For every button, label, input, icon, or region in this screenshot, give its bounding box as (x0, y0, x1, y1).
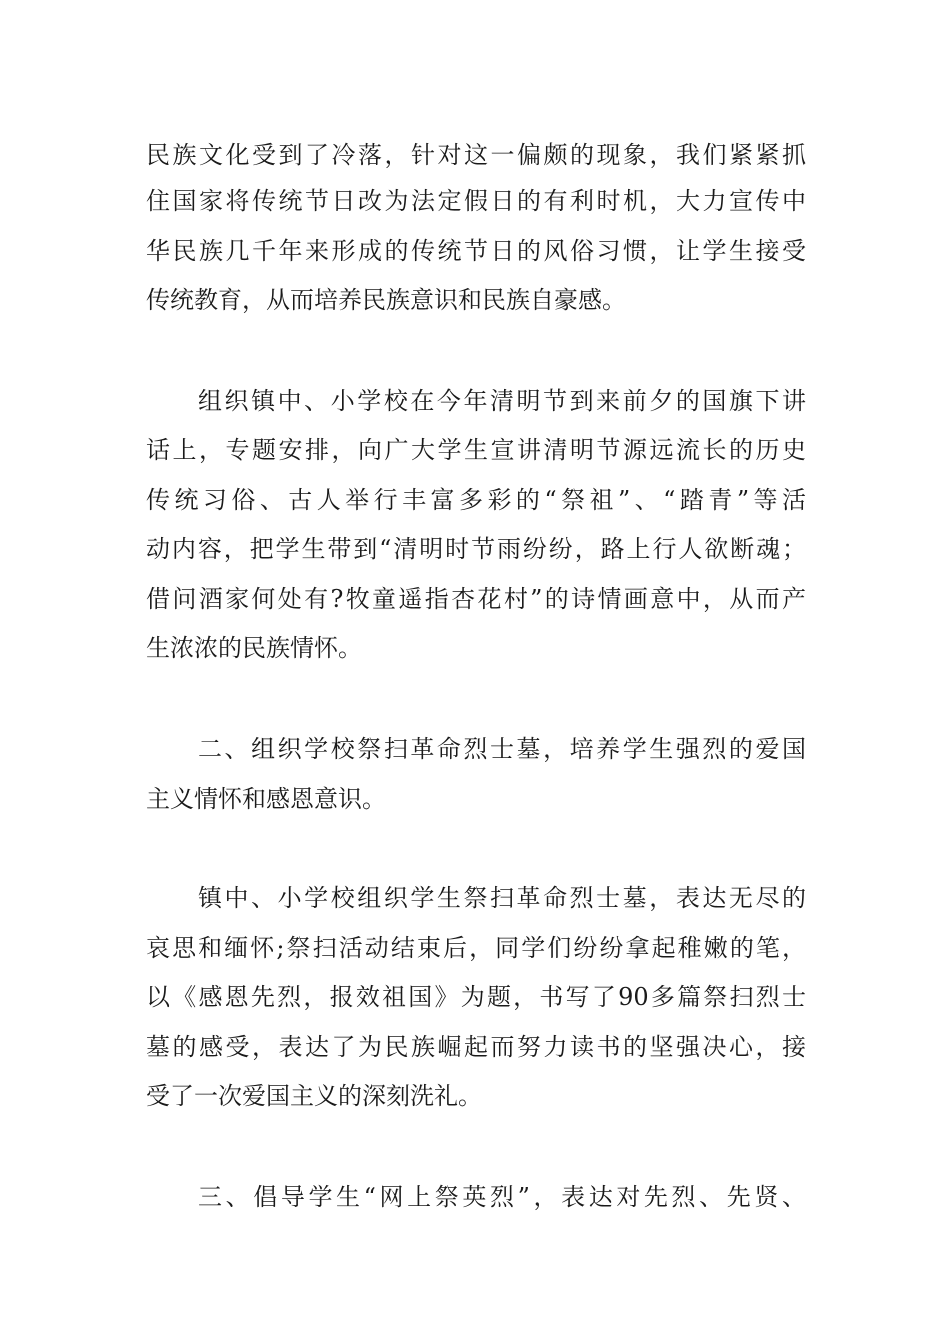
text-line: 镇中、小学校组织学生祭扫革命烈士墓，表达无尽的 (198, 884, 806, 912)
text-line: 传统习俗、古人举行丰富多彩的“祭祖”、“踏青”等活 (146, 486, 806, 514)
text-line: 传统教育，从而培养民族意识和民族自豪感。 (146, 286, 626, 314)
text-line: 主义情怀和感恩意识。 (146, 785, 386, 813)
text-line: 组织镇中、小学校在今年清明节到来前夕的国旗下讲 (198, 387, 806, 415)
text-line: 住国家将传统节日改为法定假日的有利时机，大力宣传中 (146, 187, 806, 215)
text-line: 墓的感受，表达了为民族崛起而努力读书的坚强决心，接 (146, 1033, 806, 1061)
text-line: 华民族几千年来形成的传统节日的风俗习惯，让学生接受 (146, 237, 806, 265)
text-line: 三、倡导学生“网上祭英烈”，表达对先烈、先贤、 (198, 1183, 806, 1211)
text-line: 生浓浓的民族情怀。 (146, 634, 362, 662)
text-line: 以《感恩先烈，报效祖国》为题，书写了90多篇祭扫烈士 (146, 983, 806, 1011)
text-line: 动内容，把学生带到“清明时节雨纷纷，路上行人欲断魂； (146, 535, 806, 563)
text-line: 受了一次爱国主义的深刻洗礼。 (146, 1082, 482, 1110)
text-line: 话上，专题安排，向广大学生宣讲清明节源远流长的历史 (146, 436, 806, 464)
text-line: 哀思和缅怀;祭扫活动结束后，同学们纷纷拿起稚嫩的笔， (146, 934, 806, 962)
text-line: 借问酒家何处有?牧童遥指杏花村”的诗情画意中，从而产 (146, 585, 806, 613)
text-line: 二、组织学校祭扫革命烈士墓，培养学生强烈的爱国 (198, 735, 806, 763)
text-line: 民族文化受到了冷落，针对这一偏颇的现象，我们紧紧抓 (146, 141, 806, 169)
